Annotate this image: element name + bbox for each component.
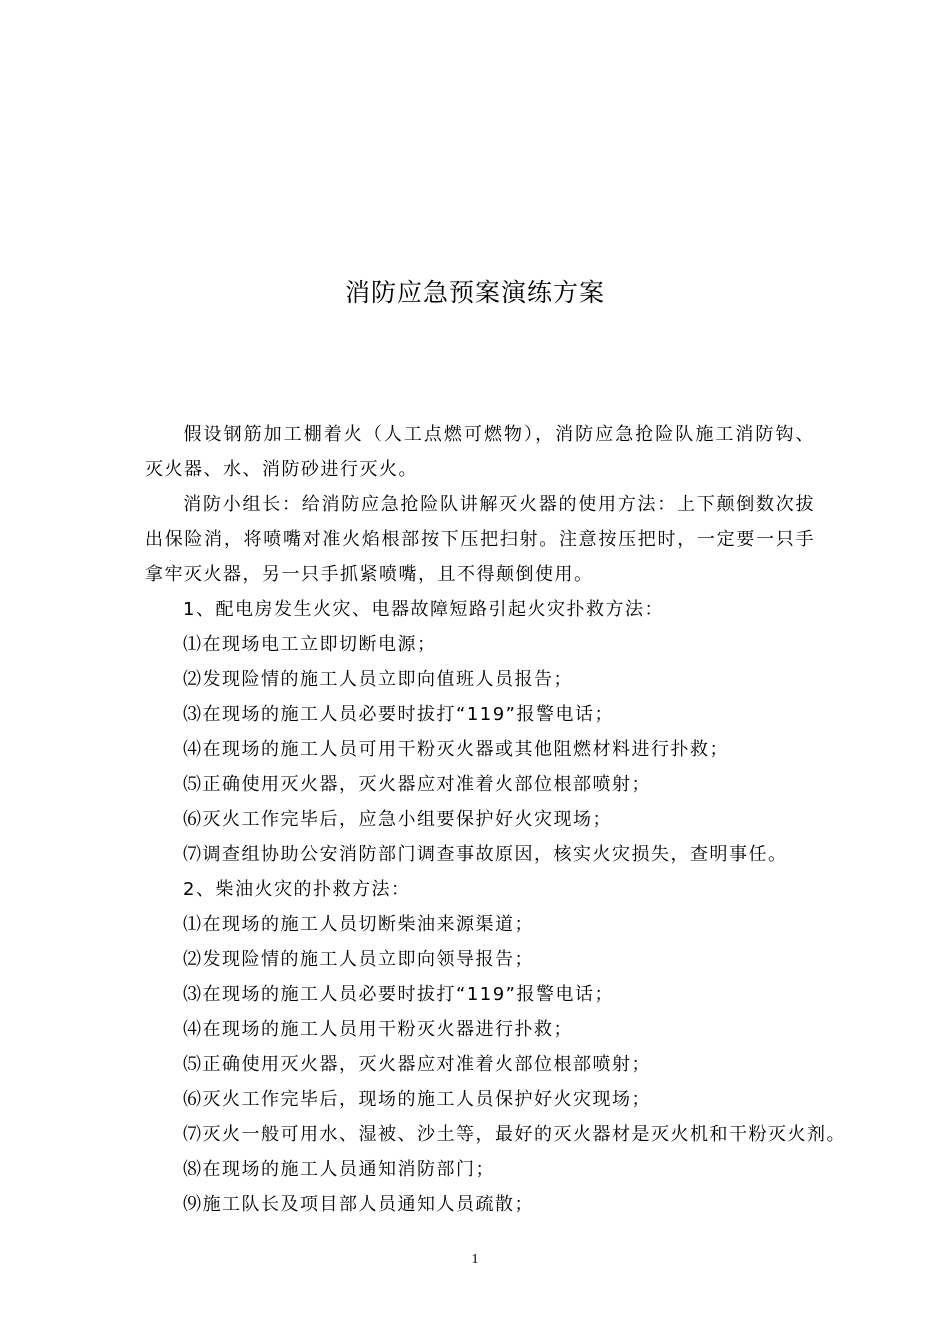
paragraph-extinguisher-usage [145, 487, 815, 592]
section1-item: ⑺调查组协助公安消防部门调查事故原因，核实火灾损失，查明事任。 [183, 844, 788, 865]
section2-item: ⑴在现场的施工人员切断柴油来源渠道； [183, 914, 534, 935]
section2-item: ⑺灭火一般可用水、湿被、沙土等，最好的灭火器材是灭火机和干粉灭火剂。 [183, 1124, 846, 1145]
section2-heading: 2、柴油火灾的扑救方法： [183, 879, 411, 900]
page-number: 1 [471, 1252, 479, 1267]
section2-item: ⑶在现场的施工人员必要时拔打“119”报警电话； [183, 984, 615, 1005]
section2-item: ⑷在现场的施工人员用干粉灭火器进行扑救； [183, 1019, 573, 1040]
document-title: 消防应急预案演练方案 [344, 278, 605, 307]
section2-item: ⑵发现险情的施工人员立即向领导报告； [183, 949, 534, 970]
section2-item: ⑹灭火工作完毕后，现场的施工人员保护好火灾现场； [183, 1089, 651, 1110]
paragraph-intro-text: 假设钢筋加工棚着火（人工点燃可燃物），消防应急抢险队施工消防钩、灭火器、水、消防砂进行灭火。 [145, 424, 815, 480]
section1-item: ⑹灭火工作完毕后，应急小组要保护好火灾现场； [183, 809, 612, 830]
paragraph-extinguisher-usage-text: 消防小组长：给消防应急抢险队讲解灭火器的使用方法：上下颠倒数次拔出保险消，将喷嘴对准火焰根部按下压把扫射。注意按压把时，一定要一只手拿牢灭火器，另一只手抓紧喷嘴，且不得颠倒使用。 [145, 494, 815, 585]
section2-item: ⑸正确使用灭火器，灭火器应对准着火部位根部喷射； [183, 1054, 651, 1075]
paragraph-intro [145, 417, 815, 487]
section1-heading: 1、配电房发生火灾、电器故障短路引起火灾扑救方法： [183, 599, 664, 620]
section1-item: ⑵发现险情的施工人员立即向值班人员报告； [183, 669, 573, 690]
section2-item: ⑼施工队长及项目部人员通知人员疏散； [183, 1194, 534, 1215]
section1-item: ⑸正确使用灭火器，灭火器应对准着火部位根部喷射； [183, 774, 651, 795]
section1-item: ⑷在现场的施工人员可用干粉灭火器或其他阻燃材料进行扑救； [183, 739, 729, 760]
section1-item: ⑶在现场的施工人员必要时拔打“119”报警电话； [183, 704, 615, 725]
section2-item: ⑻在现场的施工人员通知消防部门； [183, 1159, 495, 1180]
section1-item: ⑴在现场电工立即切断电源； [183, 634, 437, 655]
